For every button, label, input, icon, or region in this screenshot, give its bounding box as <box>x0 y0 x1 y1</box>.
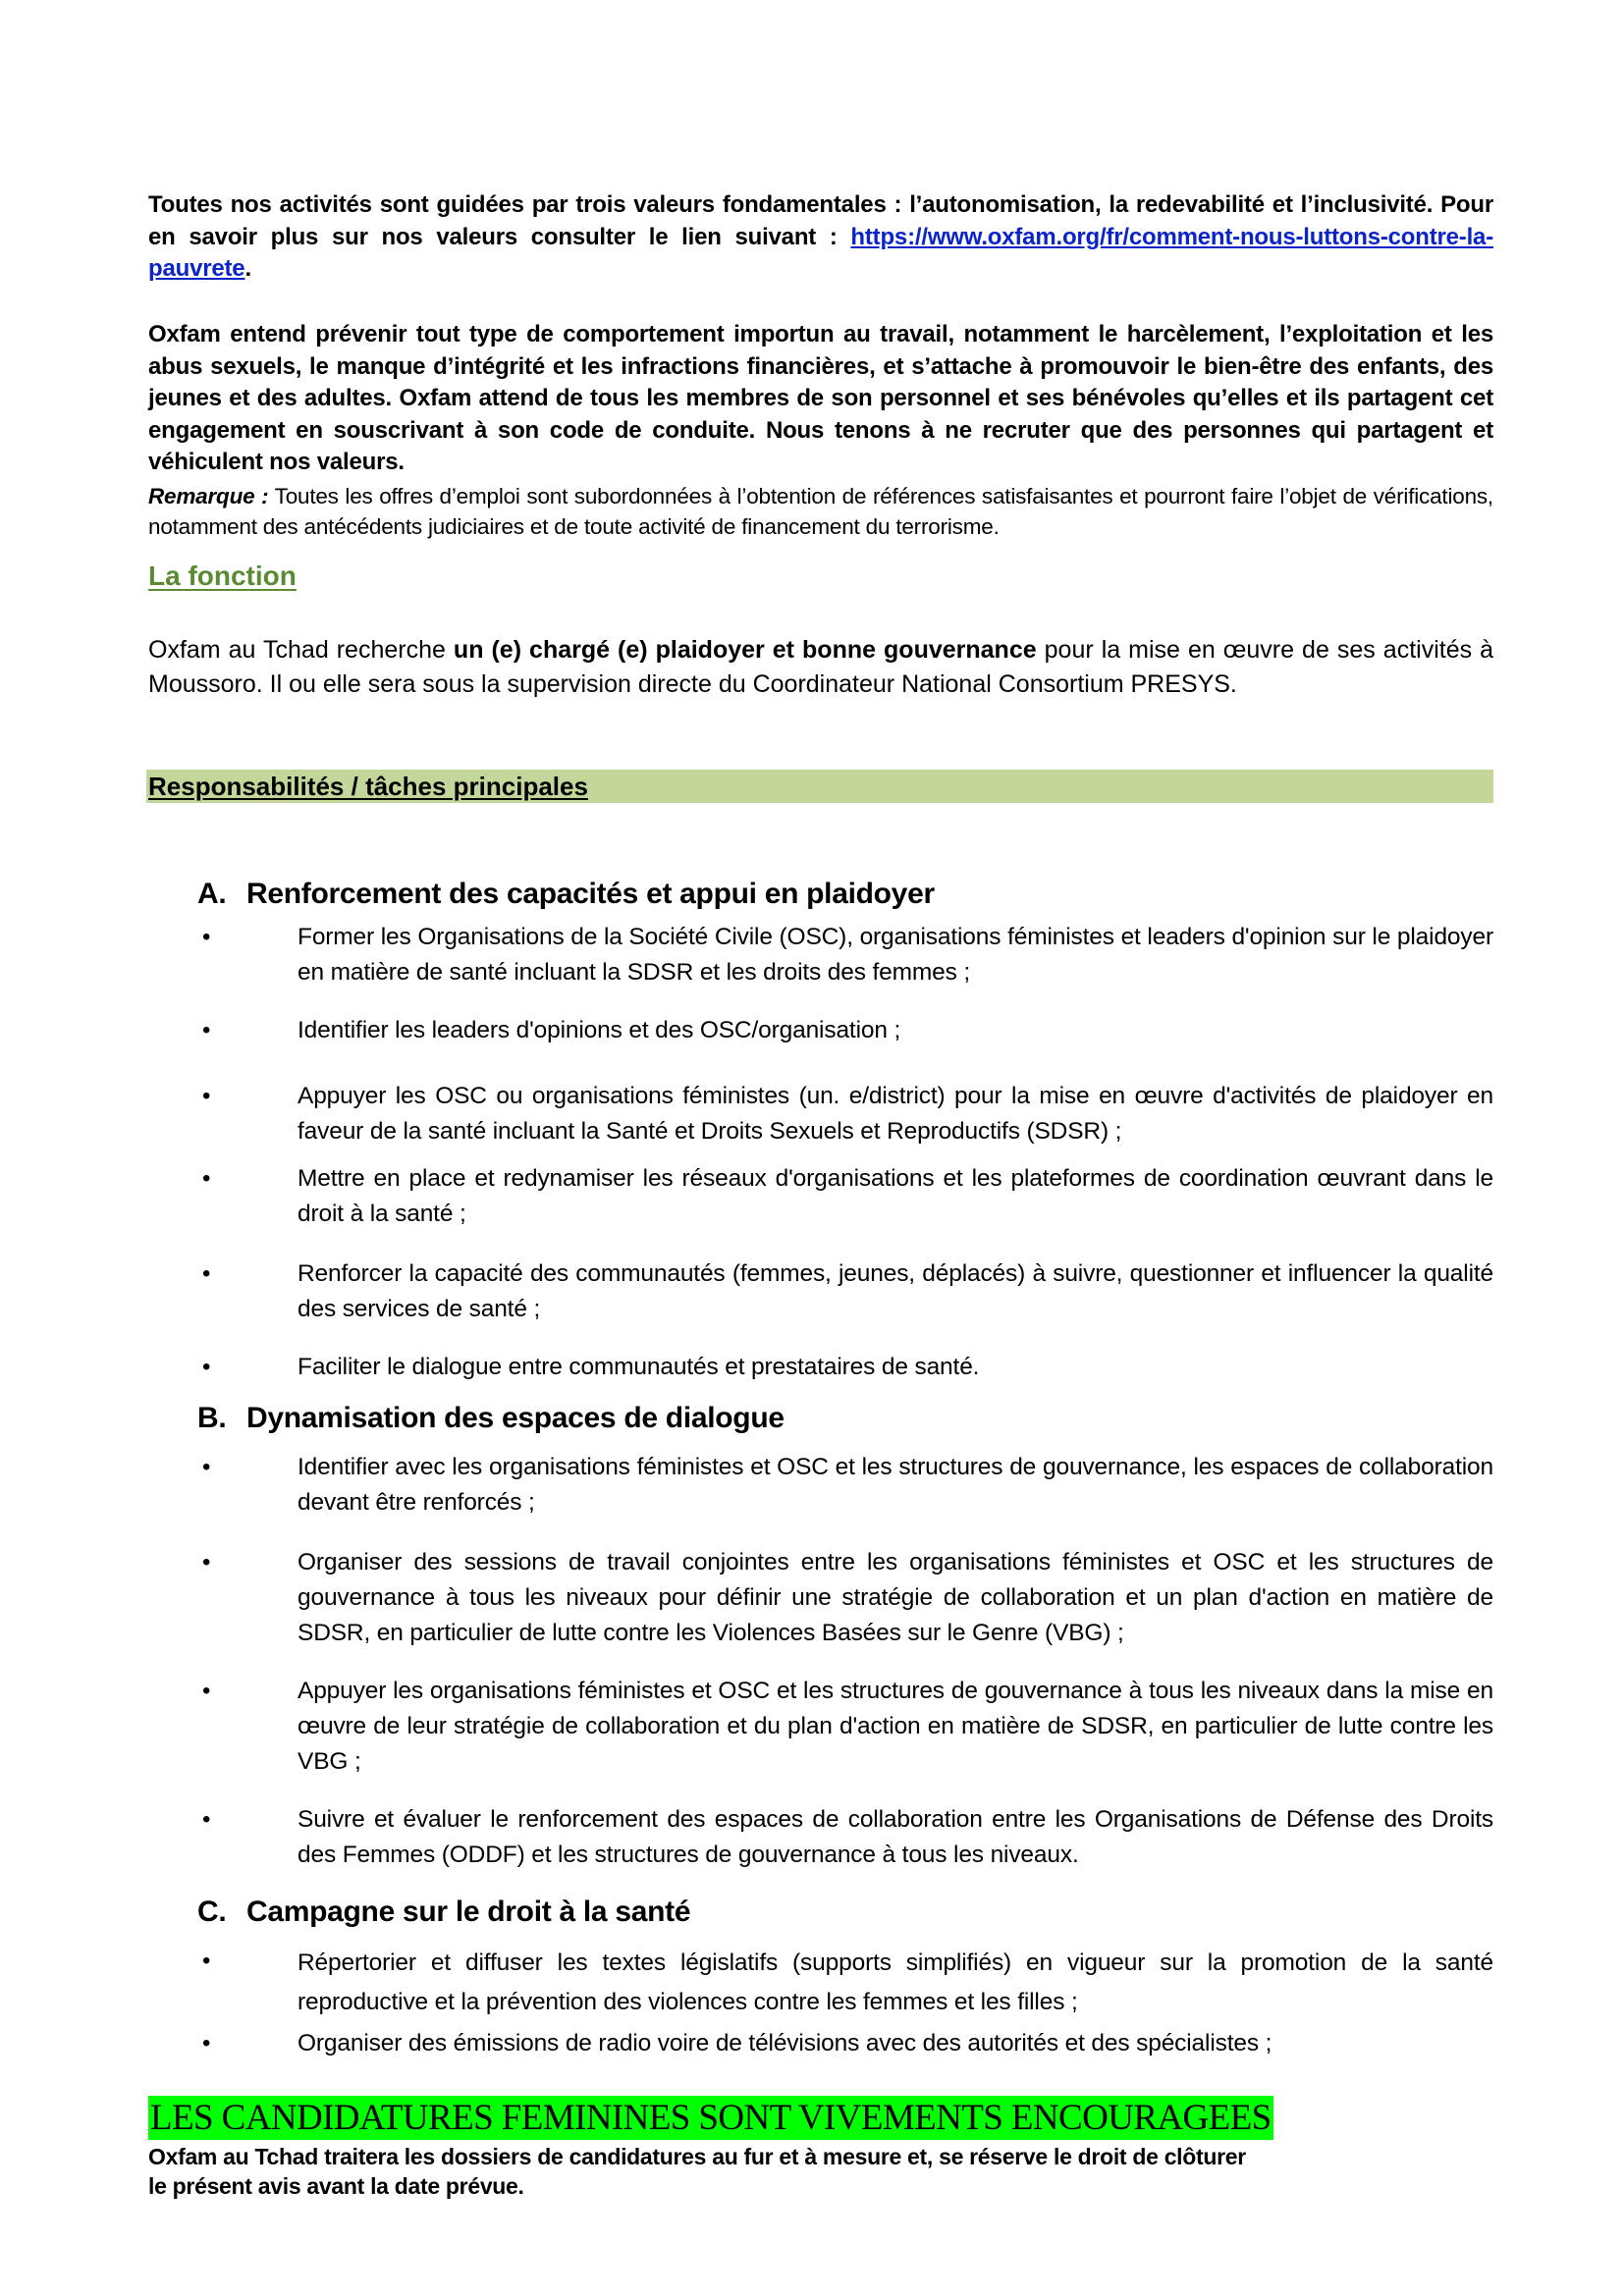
bullet-icon: • <box>202 1948 211 1974</box>
section-b-heading <box>197 1401 785 1436</box>
list-item-text: Suivre et évaluer le renforcement des espaces de collaboration entre les Organisations de Défense des Droits des Femmes (ODDF) et les structures de gouvernance à tous les niveaux. <box>298 1806 1493 1868</box>
bullet-icon: • <box>202 1017 211 1043</box>
remark-label: Remarque : <box>148 484 269 508</box>
list-item <box>202 1256 1493 1327</box>
list-item-text: Organiser des émissions de radio voire de télévisions avec des autorités et des spécialistes ; <box>298 2030 1272 2056</box>
list-item-text: Renforcer la capacité des communautés (femmes, jeunes, déplacés) à suivre, questionner et influencer la qualité des services de santé ; <box>298 1260 1493 1322</box>
responsibilities-heading: Responsabilités / tâches principales <box>148 772 588 801</box>
section-a-letter: A. <box>197 878 227 910</box>
list-item <box>202 1802 1493 1873</box>
list-item <box>202 1674 1493 1780</box>
conduct-paragraph: Oxfam entend prévenir tout type de comportement importun au travail, notamment le harcèlement, l’exploitation et les abus sexuels, le manque d’intégrité et les infractions financières, et s’attache à promouvoir le bien-être des enfants, des jeunes et des adultes. Oxfam attend de tous les membres de son personnel et ses bénévoles qu’elles et ils partagent cet engagement en souscrivant à son code de conduite. Nous tenons à ne recruter que des personnes qui partagent et véhiculent nos valeurs. <box>148 321 1493 475</box>
section-c-letter: C. <box>197 1896 227 1928</box>
fonction-text-after: pour la mise en œuvre de ses activités à Moussoro. Il ou elle sera sous la supervision directe du Coordinateur National Consortium PRESYS. <box>148 636 1494 698</box>
bullet-icon: • <box>202 1260 211 1287</box>
list-item-text: Former les Organisations de la Société Civile (OSC), organisations féministes et leaders d'opinion sur le plaidoyer en matière de santé incluant la SDSR et les droits des femmes ; <box>298 924 1493 986</box>
list-item <box>202 1079 1493 1149</box>
list-item-text: Identifier avec les organisations féministes et OSC et les structures de gouvernance, les espaces de collaboration devant être renforcés ; <box>298 1454 1493 1516</box>
closing-line-1: Oxfam au Tchad traitera les dossiers de candidatures au fur et à mesure et, se réserve le droit de clôturer <box>148 2144 1246 2169</box>
list-item <box>202 1450 1493 1521</box>
section-b-letter: B. <box>197 1402 227 1434</box>
list-item-text: Répertorier et diffuser les textes législatifs (supports simplifiés) en vigueur sur la promotion de la santé reproductive et la prévention des violences contre les femmes et les filles ; <box>298 1949 1493 2015</box>
bullet-icon: • <box>202 1165 211 1192</box>
list-item <box>202 1013 1493 1048</box>
list-item <box>202 2026 1493 2061</box>
section-c-title: Campagne sur le droit à la santé <box>246 1896 691 1928</box>
closing-notice <box>148 2142 1425 2201</box>
female-applicants-banner: LES CANDIDATURES FEMININES SONT VIVEMENTS ENCOURAGEES <box>150 2098 1272 2138</box>
values-link[interactable]: https://www.oxfam.org/fr/comment-nous-luttons-contre-la-pauvrete <box>148 223 1493 282</box>
list-item <box>202 920 1493 990</box>
values-paragraph <box>148 189 1493 286</box>
list-item <box>202 1350 1493 1385</box>
bullet-icon: • <box>202 2030 211 2056</box>
remark-paragraph <box>148 481 1493 542</box>
list-item-text: Appuyer les OSC ou organisations féministes (un. e/district) pour la mise en œuvre d'activités de plaidoyer en faveur de la santé incluant la Santé et Droits Sexuels et Reproductifs (SDSR) ; <box>298 1083 1493 1145</box>
values-end: . <box>244 255 251 282</box>
section-a-title: Renforcement des capacités et appui en plaidoyer <box>246 878 935 910</box>
section-b-title: Dynamisation des espaces de dialogue <box>246 1402 785 1434</box>
bullet-icon: • <box>202 1454 211 1480</box>
list-item-text: Mettre en place et redynamiser les réseaux d'organisations et les plateformes de coordination œuvrant dans le droit à la santé ; <box>298 1165 1493 1227</box>
list-item <box>202 1161 1493 1232</box>
section-c-heading <box>197 1895 690 1930</box>
list-item-text: Appuyer les organisations féministes et OSC et les structures de gouvernance à tous les niveaux dans la mise en œuvre de leur stratégie de collaboration et du plan d'action en matière de SDSR, en particulier de lutte contre les VBG ; <box>298 1678 1493 1775</box>
list-item-text: Organiser des sessions de travail conjointes entre les organisations féministes et OSC et les structures de gouvernance à tous les niveaux pour définir une stratégie de collaboration et un plan d'action en matière de SDSR, en particulier de lutte contre les Violences Basées sur le Genre (VBG) ; <box>298 1549 1493 1646</box>
values-text: Toutes nos activités sont guidées par trois valeurs fondamentales : l’autonomisation, la redevabilité et l’inclusivité. Pour en savoir plus sur nos valeurs consulter le lien suivant : <box>148 191 1493 250</box>
fonction-position-title: un (e) chargé (e) plaidoyer et bonne gouvernance <box>453 636 1037 664</box>
remark-text: Toutes les offres d’emploi sont subordonnées à l’obtention de références satisfaisantes et pourront faire l’objet de vérifications, notamment des antécédents judiciaires et de toute activité de financement du terrorisme. <box>148 484 1493 539</box>
list-item-text: Identifier les leaders d'opinions et des OSC/organisation ; <box>298 1017 901 1043</box>
bullet-icon: • <box>202 1354 211 1380</box>
responsibilities-heading-bar <box>146 770 1493 803</box>
fonction-paragraph <box>148 633 1493 702</box>
fonction-text-before: Oxfam au Tchad recherche <box>148 636 454 664</box>
fonction-heading: La fonction <box>148 561 297 591</box>
bullet-icon: • <box>202 1549 211 1575</box>
bullet-icon: • <box>202 1806 211 1833</box>
bullet-icon: • <box>202 924 211 950</box>
list-item <box>202 1944 1493 2022</box>
section-a-heading <box>197 877 935 912</box>
closing-line-2: le présent avis avant la date prévue. <box>148 2173 524 2199</box>
list-item-text: Faciliter le dialogue entre communautés et prestataires de santé. <box>298 1354 980 1380</box>
bullet-icon: • <box>202 1678 211 1704</box>
bullet-icon: • <box>202 1083 211 1109</box>
list-item <box>202 1545 1493 1651</box>
